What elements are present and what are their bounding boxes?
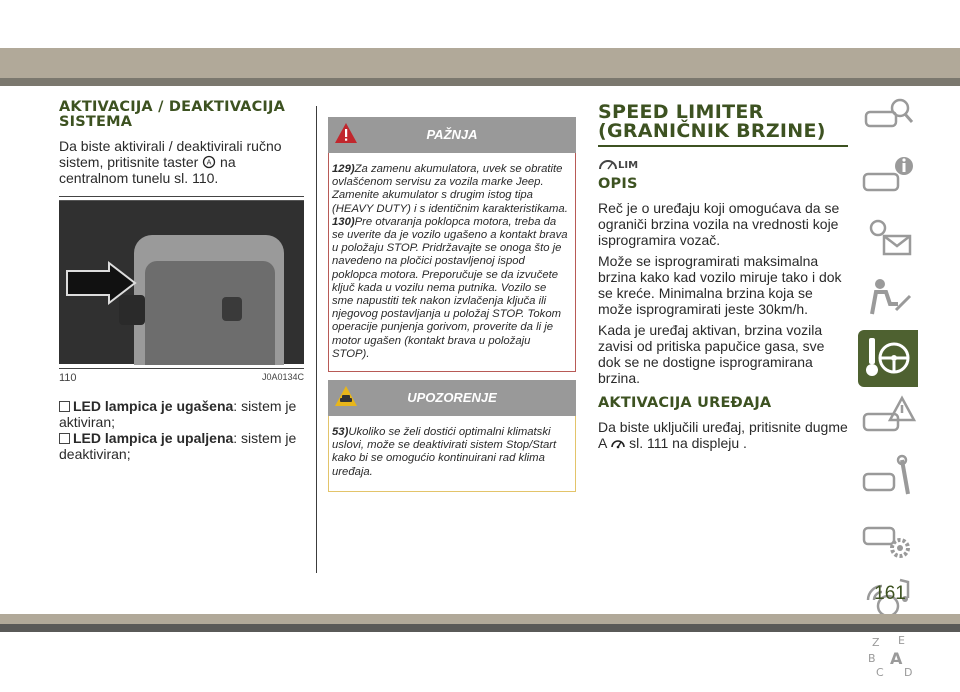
figure-caption [59, 368, 304, 384]
car-wrench-icon [858, 450, 918, 507]
person-seat-icon [858, 270, 918, 327]
led-on-label: LED lampica je upaljena [73, 430, 234, 446]
warning-body [328, 153, 576, 372]
figure-top-rule [59, 196, 304, 197]
header-band [0, 48, 960, 78]
figure-code: J0A0134C [261, 372, 304, 382]
warning-title: PAŽNJA [426, 127, 478, 142]
intro-paragraph [59, 138, 304, 186]
svg-text:A: A [206, 158, 212, 167]
warning-note-129 [332, 163, 570, 216]
caution-header [328, 380, 576, 416]
led-on-text: : sistem je deaktiviran; [59, 430, 297, 462]
svg-text:E: E [898, 634, 905, 647]
paragraph-3: Kada je uređaj aktivan, brzina vozila zavisi od pritiska papučice gasa, sve dok se ne dostigne isprogramirana brzina. [598, 322, 825, 386]
warning-box [328, 117, 576, 372]
note-text: Pre otvaranja poklopca motora, treba da se uverite da je vozilo ugašeno a kontakt brava u položaju STOP. Pridržavajte se onoga što je navedeno na pločici postavljenoj ispod poklopca motora. Preporučuje se da izvučete ključ kada u vozilu nema putnika. Vozilo se sme napustiti tek nakon izvlačenja ključa ili njegovog postavljanja u položaj STOP. Tokom operacije punjenja gorivom, proverite da li je motor ugašen (kontakt brava u položaju STOP). [332, 215, 568, 360]
car-info-icon [858, 150, 918, 207]
led-off-text: : sistem je aktiviran; [59, 398, 297, 430]
tab-dashboard-lights[interactable] [858, 210, 918, 267]
middle-column [328, 117, 576, 492]
section-title-speed-limiter: SPEED LIMITER (GRANIČNIK BRZINE) [598, 101, 826, 142]
intro-text-2: na centralnom tunelu sl. 110. [59, 154, 236, 186]
right-column [598, 103, 848, 456]
tab-key-steering-wheel[interactable] [858, 330, 918, 387]
svg-text:Z: Z [872, 636, 880, 649]
intro-text-1: Da biste aktivirali / deaktivirali ručno sistem, pritisnite taster [59, 138, 282, 170]
console-inner [145, 261, 275, 365]
tab-warning-road[interactable] [858, 390, 918, 447]
tab-alphabet-index[interactable] [858, 630, 918, 687]
svg-text:LIM: LIM [618, 160, 639, 171]
activation-paragraph [598, 419, 848, 451]
footer-band [0, 614, 960, 624]
warning-note-130 [332, 216, 570, 361]
led-off-label: LED lampica je ugašena [73, 398, 234, 414]
pointer-arrow-icon [67, 263, 137, 303]
figure-number: 110 [59, 372, 77, 384]
led-item-off [59, 398, 304, 430]
note-number: 130) [332, 215, 355, 228]
tab-car-info[interactable] [858, 150, 918, 207]
caution-car-icon [334, 384, 358, 408]
page-top [0, 0, 960, 48]
stop-start-icon [202, 155, 216, 169]
activation-text-1: Da biste uključili uređaj, pritisnite dugme A [598, 419, 848, 451]
note-text: Ukoliko se želi dostići optimalni klimatski uslovi, može se deaktivirati sistem Stop/Start kako bi se omogućio kontinuirani rad klima uređaja. [332, 426, 557, 478]
subheading-activation: AKTIVACIJA UREĐAJA [598, 395, 772, 411]
caution-title: UPOZORENJE [407, 390, 497, 406]
checkbox-icon [59, 433, 70, 444]
caution-box [328, 380, 576, 492]
note-text: Za zamenu akumulatora, uvek se obratite ovlašćenom servisu za vozila marke Jeep. Zamenite akumulator s drugim istog tipa (HEAVY DUTY) i s identičnim karakteristikama. [332, 163, 568, 215]
footer-band-dark [0, 624, 960, 632]
speedometer-icon [611, 436, 625, 450]
svg-text:A: A [890, 649, 903, 668]
tab-person-seat[interactable] [858, 270, 918, 327]
warning-triangle-icon [334, 121, 358, 145]
paragraph-2: Može se isprogramirati maksimalna brzina kako kad vozilo miruje tako i dok se kreće. Minimalna brzina koja se može isprogramirati jeste 30km/h. [598, 253, 842, 317]
activation-text-2: sl. 111 na displeju . [629, 435, 747, 451]
note-number: 53) [332, 426, 349, 439]
other-button [222, 297, 242, 321]
page-number: 161 [874, 583, 906, 604]
dashboard-lights-icon [858, 210, 918, 267]
title-underline [598, 145, 848, 147]
figure-110-photo [59, 200, 304, 364]
caution-note-53 [332, 426, 570, 479]
car-search-icon [858, 90, 918, 147]
header-band-dark [0, 78, 960, 86]
checkbox-icon [59, 401, 70, 412]
tab-car-search[interactable] [858, 90, 918, 147]
caution-body [328, 416, 576, 492]
note-number: 129) [332, 163, 355, 175]
warning-header [328, 117, 576, 153]
tab-car-wrench[interactable] [858, 450, 918, 507]
subheading-opis: OPIS [598, 176, 638, 192]
warning-road-icon [858, 390, 918, 447]
svg-text:C: C [876, 666, 884, 679]
car-settings-icon [858, 510, 918, 567]
svg-text:B: B [868, 652, 876, 665]
speed-limiter-icon [598, 155, 639, 171]
led-list [59, 398, 304, 462]
led-item-on [59, 430, 304, 462]
left-column [59, 100, 304, 462]
tab-car-settings[interactable] [858, 510, 918, 567]
alphabet-index-icon [858, 630, 918, 687]
key-steering-wheel-icon [858, 330, 918, 387]
paragraph-1: Reč je o uređaju koji omogućava da se ograniči brzina vozila na vrednosti koje isprogramira vozač. [598, 200, 840, 248]
svg-text:D: D [904, 666, 913, 679]
section-heading-activation: AKTIVACIJA / DEAKTIVACIJA SISTEMA [59, 99, 286, 130]
column-divider [316, 106, 317, 573]
